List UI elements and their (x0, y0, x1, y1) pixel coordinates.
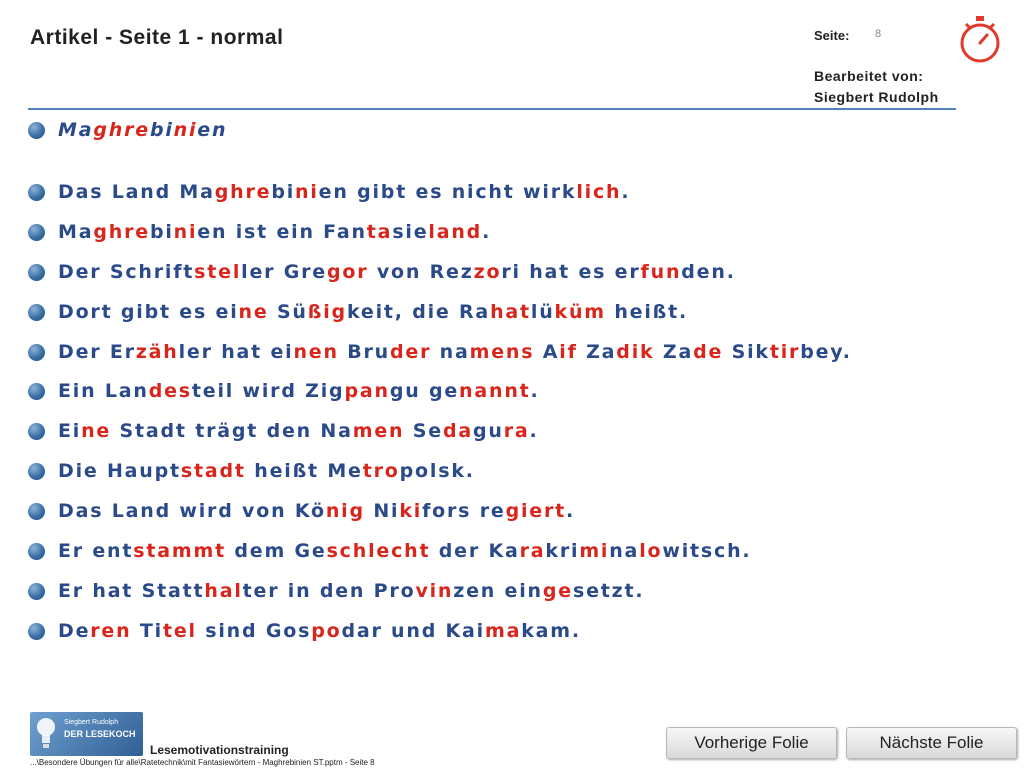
syllable-highlight: ni (173, 119, 198, 141)
syllable-highlight: stammt (133, 540, 226, 562)
syllable-highlight: ni (173, 221, 198, 243)
logo-author: Siegbert Rudolph (64, 719, 119, 726)
list-item (28, 455, 475, 487)
syllable-highlight: tir (769, 341, 801, 363)
text-segment: Za (654, 341, 694, 363)
syllable-highlight: mens (469, 341, 535, 363)
list-item (28, 176, 630, 208)
text-segment: bi (149, 221, 174, 243)
list-item (28, 216, 491, 248)
text-segment: teil wird Zig (191, 380, 345, 402)
text-segment: na (431, 341, 470, 363)
sentence-text (58, 261, 736, 283)
text-segment: Sü (268, 301, 308, 323)
text-segment: Za (577, 341, 617, 363)
page-number-label: Seite: (814, 28, 850, 43)
text-segment: der Ka (430, 540, 520, 562)
bullet-icon (28, 463, 45, 480)
bullet-icon (28, 503, 45, 520)
list-item (28, 256, 736, 288)
syllable-highlight: ni (295, 181, 319, 203)
lightbulb-icon (36, 716, 56, 750)
text-segment: Bru (338, 341, 390, 363)
bullet-icon (28, 264, 45, 281)
syllable-highlight: ra (503, 420, 530, 442)
sentence-text (58, 540, 751, 562)
text-segment: Stadt trägt den Na (111, 420, 353, 442)
text-segment: . (530, 380, 540, 402)
sentence-text (58, 341, 852, 363)
list-item (28, 575, 644, 607)
text-segment: keit, die Ra (346, 301, 491, 323)
lesekoch-logo (30, 712, 143, 756)
text-segment: Sik (723, 341, 770, 363)
sentence-text (58, 460, 475, 482)
header-divider (28, 108, 956, 110)
text-segment: gu ge (389, 380, 460, 402)
text-segment: heißt Me (245, 460, 363, 482)
syllable-highlight: gor (327, 261, 369, 283)
text-segment: na (609, 540, 640, 562)
syllable-highlight: zo (473, 261, 502, 283)
sentence-text (58, 580, 644, 602)
text-segment: Dort gibt es ei (58, 301, 239, 323)
text-segment: polsk. (399, 460, 475, 482)
syllable-highlight: da (442, 420, 473, 442)
syllable-highlight: ne (238, 301, 269, 323)
text-segment: zen ein (453, 580, 543, 602)
sentence-text (58, 181, 630, 203)
sentence-text (58, 620, 581, 642)
text-segment: bi (149, 119, 174, 141)
text-segment: Se (404, 420, 443, 442)
sentence-text (58, 500, 575, 522)
list-item (28, 375, 540, 407)
syllable-highlight: ghre (93, 119, 150, 141)
syllable-highlight: ghre (214, 181, 272, 203)
bullet-icon (28, 122, 45, 139)
text-segment: . (482, 221, 492, 243)
text-segment: dem Ge (225, 540, 327, 562)
text-segment: bi (271, 181, 296, 203)
text-segment: . (529, 420, 539, 442)
text-segment: bey. (800, 341, 852, 363)
syllable-highlight: land (428, 221, 483, 243)
sentence-text (58, 221, 491, 243)
bullet-icon (28, 344, 45, 361)
list-item (28, 615, 581, 647)
syllable-highlight: der (389, 341, 432, 363)
edited-by (814, 66, 939, 108)
syllable-highlight: lo (639, 540, 663, 562)
previous-slide-button[interactable]: Vorherige Folie (666, 727, 837, 759)
list-item (28, 495, 575, 527)
syllable-highlight: de (693, 341, 724, 363)
text-segment: Der Er (58, 341, 136, 363)
syllable-highlight: hat (490, 301, 531, 323)
syllable-highlight: giert (505, 500, 567, 522)
text-segment: heißt. (605, 301, 689, 323)
edited-by-label: Bearbeitet von: (814, 68, 924, 84)
text-segment: dar und Kai (341, 620, 485, 642)
text-segment: sie (392, 221, 429, 243)
syllable-highlight: stadt (180, 460, 246, 482)
text-segment: Er hat Statt (58, 580, 205, 602)
syllable-highlight: des (148, 380, 192, 402)
stopwatch-icon[interactable] (956, 14, 1004, 64)
text-segment: sind Gos (196, 620, 312, 642)
text-segment: ler hat ei (178, 341, 294, 363)
syllable-highlight: ren (90, 620, 132, 642)
list-item (28, 296, 688, 328)
text-segment: en ist ein Fan (197, 221, 367, 243)
syllable-highlight: küm (554, 301, 606, 323)
syllable-highlight: ßig (307, 301, 347, 323)
text-segment: fors re (422, 500, 506, 522)
syllable-highlight: vin (415, 580, 454, 602)
text-segment: De (58, 620, 91, 642)
bullet-icon (28, 184, 45, 201)
text-segment: setzt. (572, 580, 645, 602)
sentence-text (58, 380, 540, 402)
text-segment: Er ent (58, 540, 134, 562)
text-segment: Das Land wird von Kö (58, 500, 326, 522)
bullet-icon (28, 383, 45, 400)
syllable-highlight: tro (362, 460, 400, 482)
text-segment: kri (545, 540, 580, 562)
syllable-highlight: schlecht (326, 540, 431, 562)
syllable-highlight: ra (519, 540, 546, 562)
syllable-highlight: hal (204, 580, 243, 602)
syllable-highlight: ma (485, 620, 522, 642)
bullet-icon (28, 304, 45, 321)
text-segment: von Rez (368, 261, 474, 283)
list-item (28, 415, 539, 447)
syllable-highlight: ghre (93, 221, 150, 243)
logo-brand: DER LESEKOCH (64, 729, 136, 739)
bullet-icon (28, 423, 45, 440)
text-segment: ler Gre (241, 261, 327, 283)
syllable-highlight: pan (344, 380, 390, 402)
text-segment: ter in den Pro (242, 580, 416, 602)
text-segment: Ni (364, 500, 400, 522)
syllable-highlight: fun (640, 261, 682, 283)
text-segment: . (566, 500, 576, 522)
text-segment: . (621, 181, 631, 203)
text-segment: en gibt es nicht wirk (318, 181, 577, 203)
sentence-text (58, 301, 688, 323)
bullet-icon (28, 224, 45, 241)
text-segment: Der Schrift (58, 261, 195, 283)
syllable-highlight: nannt (459, 380, 531, 402)
syllable-highlight: dik (616, 341, 655, 363)
syllable-highlight: ki (399, 500, 423, 522)
page-number: 8 (875, 28, 882, 40)
syllable-highlight: ta (366, 221, 393, 243)
syllable-highlight: po (311, 620, 342, 642)
syllable-highlight: tel (162, 620, 197, 642)
text-segment: Ei (58, 420, 82, 442)
list-item (28, 535, 751, 567)
syllable-highlight: ne (81, 420, 112, 442)
syllable-highlight: zäh (135, 341, 179, 363)
syllable-highlight: nig (325, 500, 365, 522)
text-segment: A (534, 341, 560, 363)
syllable-highlight: stel (194, 261, 242, 283)
bullet-icon (28, 623, 45, 640)
syllable-highlight: lich (576, 181, 622, 203)
list-item (28, 336, 852, 368)
heading-text (58, 119, 227, 141)
text-segment: Ma (58, 119, 94, 141)
text-segment: Die Haupt (58, 460, 181, 482)
text-segment: witsch. (662, 540, 752, 562)
text-segment: en (197, 119, 228, 141)
text-segment: Ein Lan (58, 380, 149, 402)
syllable-highlight: if (559, 341, 578, 363)
text-segment: kam. (521, 620, 581, 642)
text-segment: Ti (131, 620, 163, 642)
file-path: ...\Besondere Übungen für alle\Ratetechnik\mit Fantasiewörtern - Maghrebinien ST.pptm - Seite 8 (30, 758, 375, 767)
syllable-highlight: nen (293, 341, 339, 363)
heading-line (28, 114, 227, 146)
syllable-highlight: men (352, 420, 405, 442)
footer-label: Lesemotivationstraining (150, 743, 289, 757)
text-segment: gu (472, 420, 504, 442)
page-title: Artikel - Seite 1 - normal (30, 26, 284, 49)
syllable-highlight: mi (579, 540, 610, 562)
text-segment: den. (681, 261, 736, 283)
text-segment: Ma (58, 221, 94, 243)
next-slide-button[interactable]: Nächste Folie (846, 727, 1017, 759)
text-segment: ri hat es er (501, 261, 641, 283)
bullet-icon (28, 543, 45, 560)
text-segment: Das Land Ma (58, 181, 215, 203)
author-name: Siegbert Rudolph (814, 89, 939, 105)
bullet-icon (28, 583, 45, 600)
text-segment: lü (530, 301, 555, 323)
sentence-text (58, 420, 539, 442)
syllable-highlight: ge (542, 580, 573, 602)
